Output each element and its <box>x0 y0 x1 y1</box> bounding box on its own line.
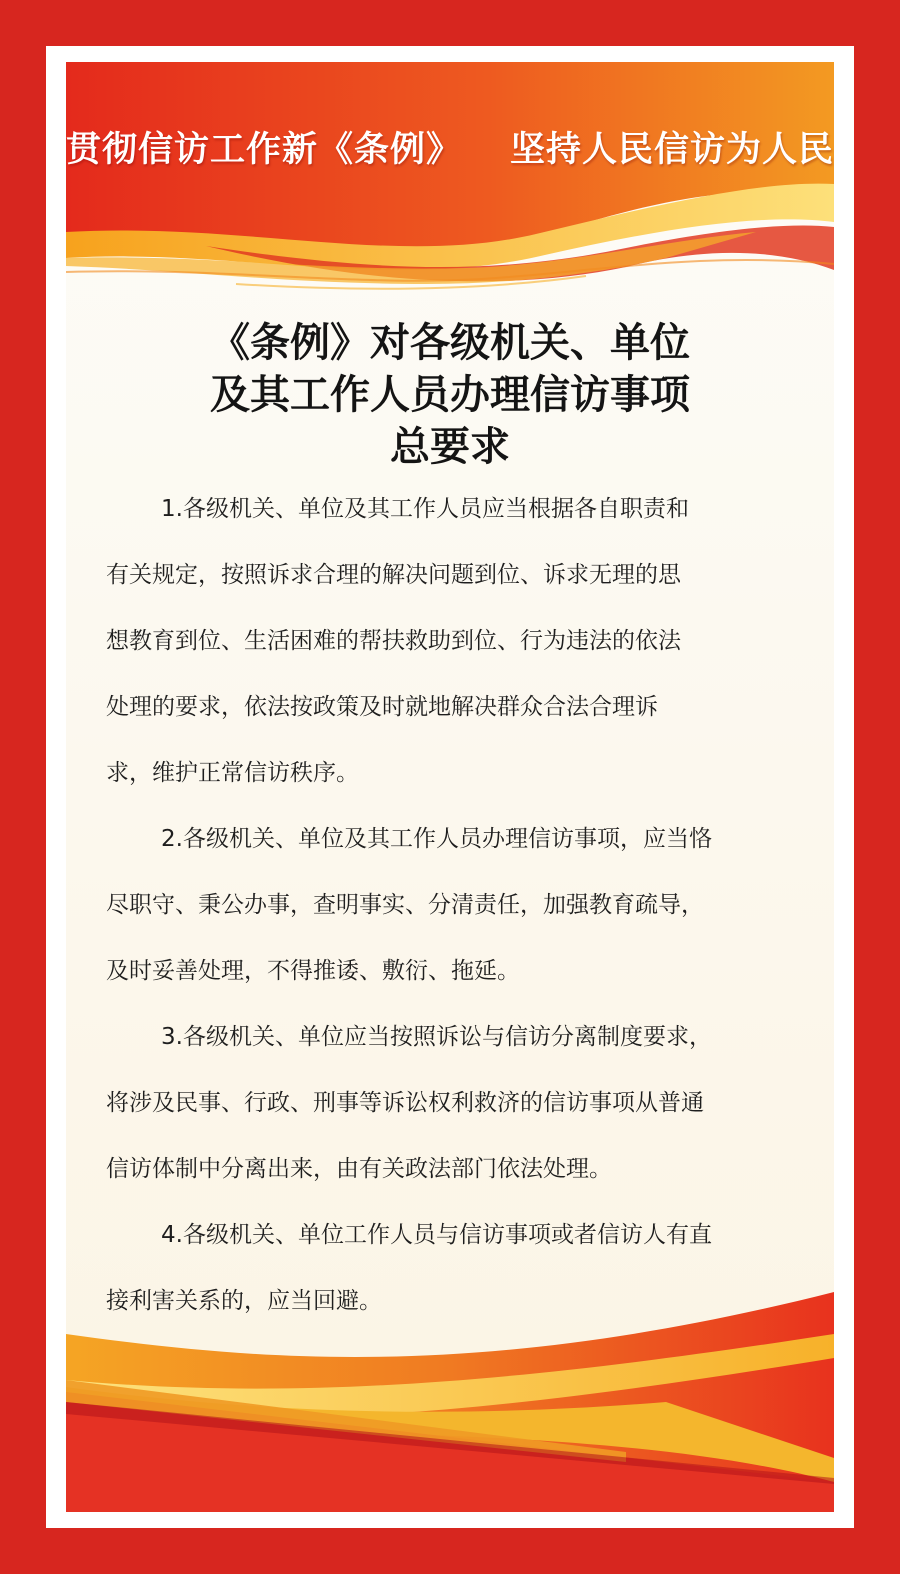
paragraph-line: 3.各级机关、单位应当按照诉讼与信访分离制度要求， <box>161 1024 712 1050</box>
paragraph-4 <box>106 1210 796 1342</box>
page-title <box>66 317 834 473</box>
title-line-1: 《条例》对各级机关、单位 <box>210 320 690 366</box>
title-line-3: 总要求 <box>390 424 510 470</box>
paragraph-2 <box>106 814 796 1012</box>
paragraph-line: 4.各级机关、单位工作人员与信访事项或者信访人有直 <box>161 1222 712 1248</box>
paragraph-line: 有关规定，按照诉求合理的解决问题到位、诉求无理的思 <box>106 562 681 588</box>
paragraph-line: 尽职守、秉公办事，查明事实、分清责任，加强教育疏导， <box>106 892 704 918</box>
body-text <box>106 484 796 1342</box>
banner-slogan <box>66 122 834 172</box>
paragraph-line: 信访体制中分离出来，由有关政法部门依法处理。 <box>106 1156 612 1182</box>
paragraph-line: 2.各级机关、单位及其工作人员办理信访事项，应当恪 <box>161 826 712 852</box>
title-line-2: 及其工作人员办理信访事项 <box>210 372 690 418</box>
content-panel <box>66 62 834 1512</box>
paragraph-line: 及时妥善处理，不得推诿、敷衍、拖延。 <box>106 958 520 984</box>
paragraph-line: 求，维护正常信访秩序。 <box>106 760 359 786</box>
paragraph-line: 想教育到位、生活困难的帮扶救助到位、行为违法的依法 <box>106 628 681 654</box>
banner-slogan-right: 坚持人民信访为人民 <box>510 130 834 170</box>
paragraph-line: 接利害关系的，应当回避。 <box>106 1288 382 1314</box>
paragraph-line: 将涉及民事、行政、刑事等诉讼权利救济的信访事项从普通 <box>106 1090 704 1116</box>
banner-slogan-left: 贯彻信访工作新《条例》 <box>66 130 463 170</box>
paragraph-line: 处理的要求，依法按政策及时就地解决群众合法合理诉 <box>106 694 658 720</box>
paragraph-3 <box>106 1012 796 1210</box>
paragraph-1 <box>106 484 796 814</box>
paragraph-line: 1.各级机关、单位及其工作人员应当根据各自职责和 <box>161 496 689 522</box>
